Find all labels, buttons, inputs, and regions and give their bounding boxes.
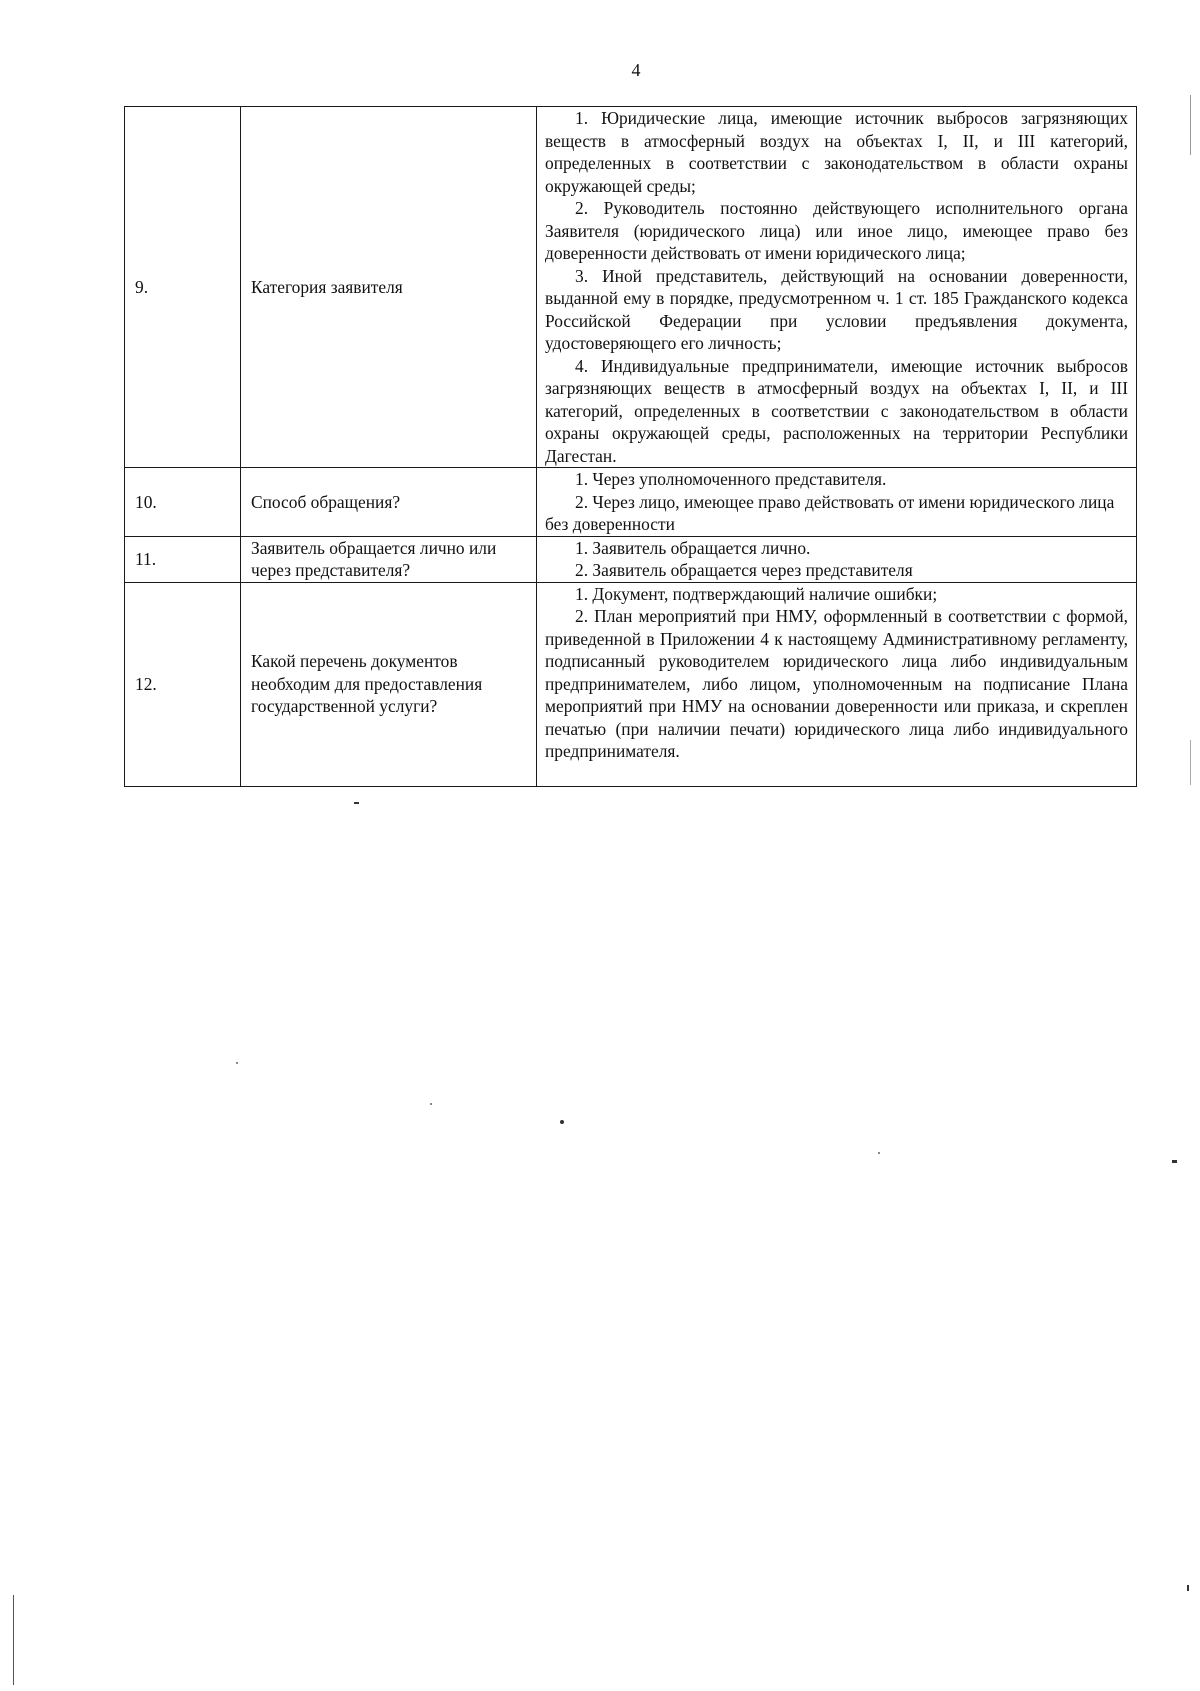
scan-speck <box>1172 1160 1177 1163</box>
answer-item: 1. Заявитель обращается лично. <box>575 537 811 558</box>
requirements-table <box>124 106 1137 787</box>
scan-speck <box>560 1120 564 1124</box>
scan-speck <box>430 1103 432 1105</box>
scan-edge-line <box>13 1595 14 1685</box>
table-row <box>125 468 1137 537</box>
row-question: Какой перечень документов необходим для предоставления государственной услуги? <box>241 582 537 786</box>
scan-speck <box>236 1062 238 1064</box>
answer-item: 2. Руководитель постоянно действующего исполнительного органа Заявителя (юридического лица) или иное лицо, имеющее право без доверенности действовать от имени юридического лица; <box>545 198 1128 263</box>
scan-edge-line <box>1190 740 1191 785</box>
row-number: 10. <box>125 468 241 537</box>
scan-speck <box>1187 1585 1189 1591</box>
answer-item: 4. Индивидуальные предприниматели, имеющие источник выбросов загрязняющих веществ в атмосферный воздух на объектах I, II, и III категорий, определенных в соответствии с законодательством в области охраны окружающей среды, расположенных на территории Республики Дагестан. <box>545 355 1128 466</box>
answer-item: 1. Документ, подтверждающий наличие ошибки; <box>575 583 938 604</box>
scan-edge-line <box>1190 95 1191 155</box>
table-row <box>125 107 1137 468</box>
row-question: Категория заявителя <box>241 107 537 468</box>
table-row <box>125 582 1137 786</box>
row-number: 12. <box>125 582 241 786</box>
row-number: 9. <box>125 107 241 468</box>
scan-speck <box>354 802 359 804</box>
table-row <box>125 536 1137 582</box>
row-answers <box>537 582 1137 786</box>
answer-item: 1. Через уполномоченного представителя. <box>575 469 887 489</box>
answer-item: 1. Юридические лица, имеющие источник выбросов загрязняющих веществ в атмосферный воздух на объектах I, II, и III категорий, определенных в соответствии с законодательством в области охраны окружающей среды; <box>545 108 1128 196</box>
row-question: Заявитель обращается лично или через представителя? <box>241 536 537 582</box>
row-answers <box>537 468 1137 537</box>
row-answers <box>537 536 1137 582</box>
row-answers <box>537 107 1137 468</box>
page-number: 4 <box>631 60 641 80</box>
answer-item: 3. Иной представитель, действующий на основании доверенности, выданной ему в порядке, предусмотренном ч. 1 ст. 185 Гражданского кодекса Российской Федерации при условии предъявления документа, удостоверяющего его личность; <box>545 265 1128 353</box>
scan-speck <box>878 1152 880 1154</box>
answer-item: 2. План мероприятий при НМУ, оформленный в соответствии с формой, приведенной в Приложении 4 к настоящему Административному регламенту, подписанный руководителем юридического лица либо индивидуальным предпринимателем, либо лицом, уполномоченным на подписание Плана мероприятий при НМУ на основании доверенности или приказа, и скреплен печатью (при наличии печати) юридического лица либо индивидуального предпринимателя. <box>545 606 1128 761</box>
row-question: Способ обращения? <box>241 468 537 537</box>
answer-item: 2. Через лицо, имеющее право действовать от имени юридического лица без доверенности <box>545 491 1115 534</box>
row-number: 11. <box>125 536 241 582</box>
answer-item: 2. Заявитель обращается через представителя <box>575 560 913 580</box>
